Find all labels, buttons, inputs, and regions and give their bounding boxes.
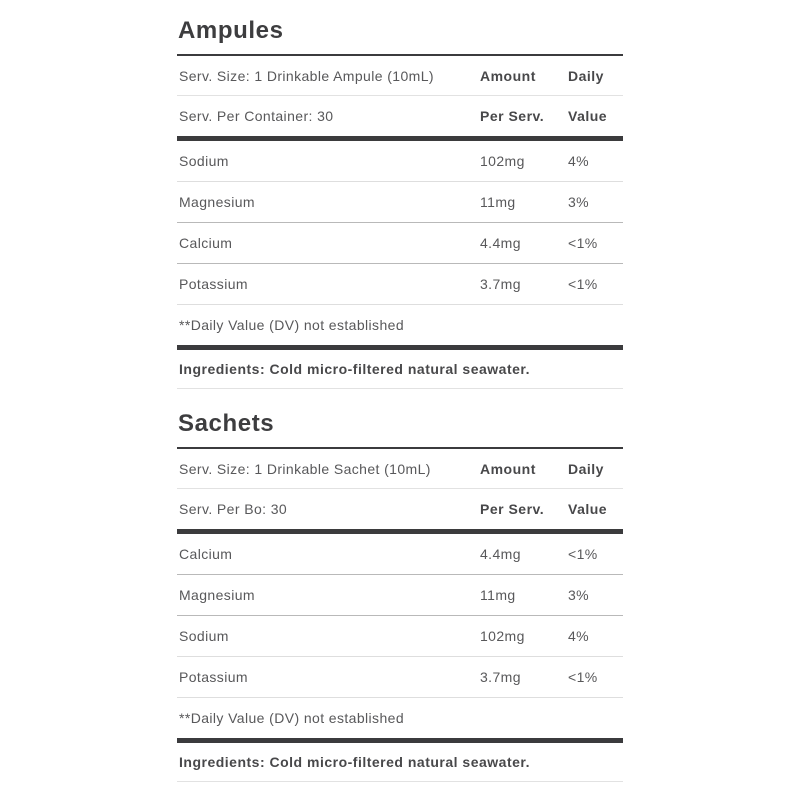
daily-value-footnote: **Daily Value (DV) not established bbox=[179, 710, 405, 726]
nutrient-daily: 3% bbox=[568, 194, 590, 210]
ingredients-text: Ingredients: Cold micro-filtered natural seawater. bbox=[177, 743, 623, 782]
daily-header: Daily bbox=[568, 460, 604, 477]
nutrient-daily: <1% bbox=[568, 546, 598, 562]
nutrient-daily: <1% bbox=[568, 669, 598, 685]
nutrient-row-calcium bbox=[177, 534, 623, 575]
nutrient-row-potassium bbox=[177, 657, 623, 698]
serv-size-label: Serv. Size: 1 Drinkable Ampule (10mL) bbox=[179, 67, 434, 84]
serv-per-row bbox=[177, 489, 623, 529]
nutrient-amount: 102mg bbox=[480, 628, 525, 644]
nutrient-amount: 11mg bbox=[480, 194, 516, 210]
per-serv-header: Per Serv. bbox=[480, 108, 545, 124]
nutrition-label bbox=[177, 0, 623, 782]
nutrient-name: Magnesium bbox=[179, 194, 255, 210]
serv-per-label: Serv. Per Container: 30 bbox=[179, 108, 334, 124]
nutrient-row-magnesium bbox=[177, 182, 623, 223]
nutrient-name: Calcium bbox=[179, 546, 233, 562]
nutrient-name: Calcium bbox=[179, 235, 233, 251]
serv-size-row bbox=[177, 56, 623, 96]
nutrient-amount: 3.7mg bbox=[480, 669, 521, 685]
serv-per-label: Serv. Per Bo: 30 bbox=[179, 501, 288, 517]
nutrient-daily: 4% bbox=[568, 628, 590, 644]
ampules-title: Ampules bbox=[178, 17, 284, 44]
nutrient-name: Sodium bbox=[179, 153, 229, 169]
value-header: Value bbox=[568, 108, 608, 124]
nutrient-daily: <1% bbox=[568, 235, 598, 251]
ingredients-text: Ingredients: Cold micro-filtered natural seawater. bbox=[177, 350, 623, 389]
value-header: Value bbox=[568, 501, 608, 517]
amount-header: Amount bbox=[480, 67, 536, 84]
nutrient-name: Sodium bbox=[179, 628, 229, 644]
nutrient-amount: 4.4mg bbox=[480, 235, 521, 251]
per-serv-header: Per Serv. bbox=[480, 501, 545, 517]
nutrient-name: Magnesium bbox=[179, 587, 255, 603]
nutrient-daily: 3% bbox=[568, 587, 590, 603]
serv-per-row bbox=[177, 96, 623, 136]
nutrient-name: Potassium bbox=[179, 669, 248, 685]
sachets-title: Sachets bbox=[178, 410, 275, 437]
serv-size-label: Serv. Size: 1 Drinkable Sachet (10mL) bbox=[179, 460, 431, 477]
sachets-table bbox=[177, 409, 623, 782]
nutrient-row-sodium bbox=[177, 616, 623, 657]
ampules-table bbox=[177, 16, 623, 389]
nutrient-daily: <1% bbox=[568, 276, 598, 292]
nutrient-row-calcium bbox=[177, 223, 623, 264]
nutrient-daily: 4% bbox=[568, 153, 590, 169]
nutrient-amount: 11mg bbox=[480, 587, 516, 603]
amount-header: Amount bbox=[480, 460, 536, 477]
nutrient-name: Potassium bbox=[179, 276, 248, 292]
nutrient-amount: 102mg bbox=[480, 153, 525, 169]
nutrient-amount: 3.7mg bbox=[480, 276, 521, 292]
nutrient-row-potassium bbox=[177, 264, 623, 305]
nutrient-amount: 4.4mg bbox=[480, 546, 521, 562]
nutrient-row-magnesium bbox=[177, 575, 623, 616]
daily-header: Daily bbox=[568, 67, 604, 84]
serv-size-row bbox=[177, 449, 623, 489]
nutrient-row-sodium bbox=[177, 141, 623, 182]
daily-value-footnote: **Daily Value (DV) not established bbox=[179, 317, 405, 333]
